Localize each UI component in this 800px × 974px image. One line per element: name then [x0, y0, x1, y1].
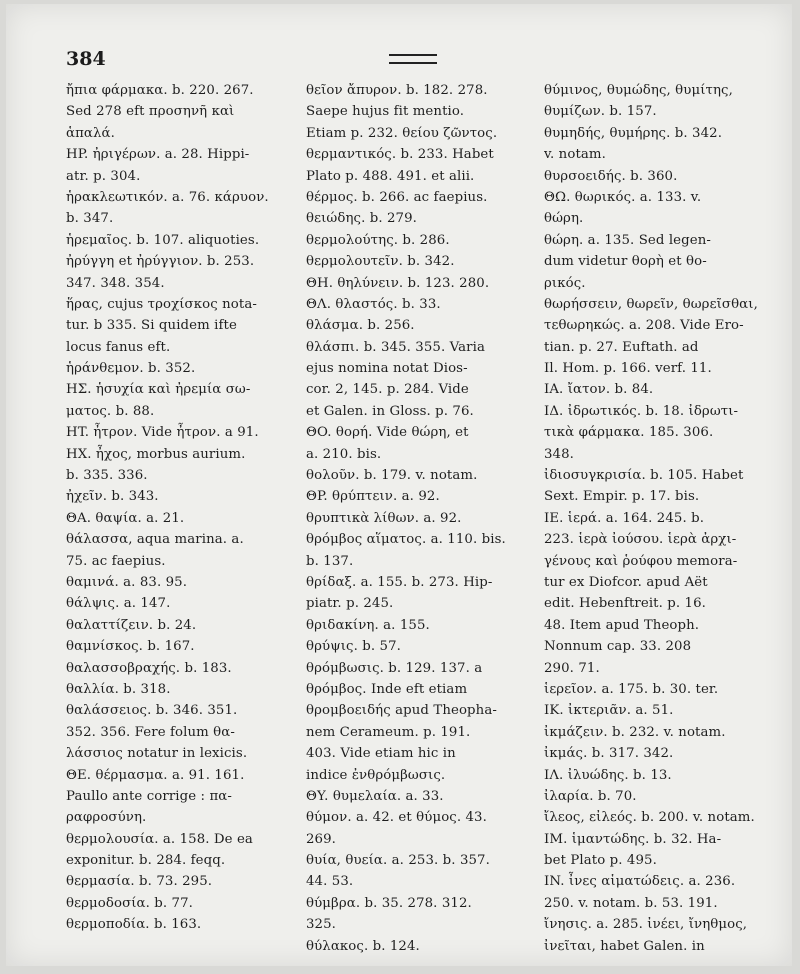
- index-column-2: [306, 80, 528, 957]
- index-line: tian. p. 27. Euftath. ad: [544, 339, 699, 355]
- index-line: θριδακίνη. a. 155.: [306, 617, 430, 633]
- index-line: ρικός.: [544, 275, 586, 291]
- index-line: θαλάσσειος. b. 346. 351.: [66, 703, 238, 719]
- index-line: θύμον. a. 42. et θύμος. 43.: [306, 810, 487, 826]
- index-line: Il. Hom. p. 166. verf. 11.: [544, 361, 712, 377]
- index-line: ἰλαρία. b. 70.: [544, 788, 637, 804]
- index-line: λάσσιος notatur in lexicis.: [66, 746, 248, 762]
- index-line: atr. p. 304.: [66, 168, 141, 184]
- index-line: θαλλία. b. 318.: [66, 681, 171, 697]
- index-line: Plato p. 488. 491. et alii.: [306, 168, 475, 184]
- index-line: θρυπτικὰ λίθων. a. 92.: [306, 510, 462, 526]
- index-column-3: [544, 80, 776, 957]
- index-line: ἰδιοσυγκρισία. b. 105. Habet: [544, 468, 744, 484]
- index-line: θυμίζων. b. 157.: [544, 104, 657, 120]
- index-column-1: [66, 80, 292, 936]
- index-line: ἴλεος, εἰλεός. b. 200. v. notam.: [544, 810, 755, 826]
- index-line: ματος. b. 88.: [66, 403, 155, 419]
- index-line: Saepe hujus fit mentio.: [306, 104, 465, 120]
- index-line: nem Cerameum. p. 191.: [306, 724, 471, 740]
- index-line: bet Plato p. 495.: [544, 853, 657, 869]
- index-line: θερμοδοσία. b. 77.: [66, 895, 194, 911]
- index-line: θώρη. a. 135. Sed legen-: [544, 232, 711, 248]
- index-line: θρύψις. b. 57.: [306, 639, 401, 655]
- index-line: 290. 71.: [544, 660, 600, 676]
- index-line: θαμνίσκος. b. 167.: [66, 639, 195, 655]
- index-line: θυμηδής, θυμήρης. b. 342.: [544, 125, 723, 141]
- index-line: 348.: [544, 446, 575, 462]
- index-line: HX. ἦχος, morbus aurium.: [66, 446, 246, 462]
- index-line: θρόμβος αἵματος. a. 110. bis.: [306, 532, 506, 548]
- index-line: θερμολουσία. a. 158. De ea: [66, 831, 253, 847]
- index-line: tur ex Diofcor. apud Aët: [544, 574, 708, 590]
- index-line: Paullo ante corrige : πα-: [66, 788, 232, 804]
- index-line: Sed 278 eft πρoσηνῆ καὶ: [66, 104, 235, 120]
- index-line: θέρμος. b. 266. ac faepius.: [306, 189, 488, 205]
- index-line: θερμοποδία. b. 163.: [66, 917, 202, 933]
- index-line: ἡρεμαῖος. b. 107. aliquoties.: [66, 232, 260, 248]
- index-line: HΣ. ἡσυχία καὶ ἠρεμία σω-: [66, 382, 251, 398]
- index-line: θύμβρα. b. 35. 278. 312.: [306, 895, 472, 911]
- index-line: τεθωρηκώς. a. 208. Vide Ero-: [544, 318, 744, 334]
- index-line: 352. 356. Fere folum θα-: [66, 724, 235, 740]
- index-line: IΛ. ἰλυώδης. b. 13.: [544, 767, 672, 783]
- index-line: ἠρύγγη et ἠρύγγιον. b. 253.: [66, 254, 255, 270]
- index-line: ΘE. θέρμασμα. a. 91. 161.: [66, 767, 245, 783]
- index-line: 347. 348. 354.: [66, 275, 165, 291]
- index-line: IN. ἶνες αἱματώδεις. a. 236.: [544, 874, 736, 890]
- index-line: τικὰ φάρμακα. 185. 306.: [544, 425, 714, 441]
- index-line: θερμαντικός. b. 233. Habet: [306, 147, 494, 163]
- index-line: ΘP. θρύπτειν. a. 92.: [306, 489, 440, 505]
- index-line: θρόμβος. Inde eft etiam: [306, 681, 468, 697]
- index-line: θυία, θυεία. a. 253. b. 357.: [306, 853, 490, 869]
- index-line: v. notam.: [544, 147, 606, 163]
- index-line: 223. ἱερὰ ἰούσου. ἱερὰ ἀρχι-: [544, 532, 737, 548]
- index-line: IM. ἱμαντώδης. b. 32. Ha-: [544, 831, 722, 847]
- index-line: θωρήσσειν, θωρεῖν, θωρεῖσθαι,: [544, 296, 758, 312]
- index-line: edit. Hebenftreit. p. 16.: [544, 596, 706, 612]
- index-line: ἴνησις. a. 285. ἰνέει, ἴνηθμος,: [544, 917, 748, 933]
- index-line: 269.: [306, 831, 337, 847]
- index-line: Nonnum cap. 33. 208: [544, 639, 692, 655]
- index-line: θλάσμα. b. 256.: [306, 318, 415, 334]
- index-line: exponitur. b. 284. feqq.: [66, 853, 226, 869]
- index-line: ejus nomina notat Dios-: [306, 361, 468, 377]
- index-line: IK. ἰκτεριᾶν. a. 51.: [544, 703, 674, 719]
- index-line: 48. Item apud Theoph.: [544, 617, 700, 633]
- index-line: ΘA. θαψία. a. 21.: [66, 510, 185, 526]
- index-line: b. 137.: [306, 553, 354, 569]
- index-line: ἰκμάς. b. 317. 342.: [544, 746, 674, 762]
- index-line: θύλακος. b. 124.: [306, 938, 420, 954]
- index-line: ΘY. θυμελαία. a. 33.: [306, 788, 444, 804]
- index-line: Etiam p. 232. θείου ζῶντος.: [306, 125, 498, 141]
- index-line: ἰνεῖται, habet Galen. in: [544, 938, 705, 954]
- index-line: θάλψις. a. 147.: [66, 596, 171, 612]
- index-line: ἥρας, cujus τροχίσκος nota-: [66, 296, 257, 312]
- index-line: θειώδης. b. 279.: [306, 211, 417, 227]
- index-line: θολοῦν. b. 179. v. notam.: [306, 468, 478, 484]
- index-line: θαμινά. a. 83. 95.: [66, 574, 188, 590]
- index-line: ἡράνθεμον. b. 352.: [66, 361, 196, 377]
- index-line: θερμολούτης. b. 286.: [306, 232, 450, 248]
- index-line: θρόμβωσις. b. 129. 137. a: [306, 660, 483, 676]
- index-line: locus fanus eft.: [66, 339, 171, 355]
- index-line: tur. b 335. Si quidem ifte: [66, 318, 237, 334]
- index-line: dum videtur θορὴ et θο-: [544, 254, 707, 270]
- index-line: ἱερεῖον. a. 175. b. 30. ter.: [544, 681, 719, 697]
- index-line: θρίδαξ. a. 155. b. 273. Hip-: [306, 574, 493, 590]
- index-line: ἁπαλά.: [66, 125, 115, 141]
- index-line: IA. ἴατον. b. 84.: [544, 382, 654, 398]
- index-line: θαλασσοβραχής. b. 183.: [66, 660, 232, 676]
- index-line: ΘO. θορή. Vide θώρη, et: [306, 425, 469, 441]
- index-line: ἰκμάζειν. b. 232. v. notam.: [544, 724, 726, 740]
- index-line: θύμινος, θυμώδης, θυμίτης,: [544, 83, 733, 98]
- index-line: ΘH. θηλύνειν. b. 123. 280.: [306, 275, 490, 291]
- index-line: θώρη.: [544, 211, 584, 227]
- index-line: θερμολουτεῖν. b. 342.: [306, 254, 455, 270]
- header-ornament-rule: [389, 54, 437, 64]
- index-line: θυρσοειδής. b. 360.: [544, 168, 678, 184]
- index-line: IΔ. ἰδρωτικός. b. 18. ἰδρωτι-: [544, 403, 739, 419]
- index-line: θεῖον ἄπυρον. b. 182. 278.: [306, 83, 488, 98]
- book-page: [6, 4, 792, 966]
- index-line: θλάσπι. b. 345. 355. Varia: [306, 339, 485, 355]
- index-line: θαλαττίζειν. b. 24.: [66, 617, 197, 633]
- index-line: 75. ac faepius.: [66, 553, 166, 569]
- index-line: ἡρακλεωτικόν. a. 76. κάρυον.: [66, 189, 269, 205]
- index-line: ΘΛ. θλαστός. b. 33.: [306, 296, 441, 312]
- index-line: piatr. p. 245.: [306, 596, 394, 612]
- index-line: θερμασία. b. 73. 295.: [66, 874, 213, 890]
- index-line: a. 210. bis.: [306, 446, 382, 462]
- index-line: ἠχεῖν. b. 343.: [66, 489, 159, 505]
- index-line: indice ἐνθρόμβωσις.: [306, 767, 446, 783]
- page-number: 384: [66, 48, 106, 70]
- index-line: HT. ἦτρον. Vide ἦτρον. a 91.: [66, 425, 259, 441]
- index-line: θρομβοειδής apud Theopha-: [306, 703, 497, 719]
- index-line: γένους καὶ ῥούφου memora-: [544, 553, 738, 569]
- index-line: Sext. Empir. p. 17. bis.: [544, 489, 700, 505]
- index-line: ραφροσύνη.: [66, 810, 147, 826]
- index-line: et Galen. in Gloss. p. 76.: [306, 403, 474, 419]
- index-line: 250. v. notam. b. 53. 191.: [544, 895, 718, 911]
- index-line: ΘΩ. θωρικός. a. 133. v.: [544, 189, 702, 205]
- index-line: 325.: [306, 917, 337, 933]
- index-line: 44. 53.: [306, 874, 354, 890]
- index-line: HP. ἠριγέρων. a. 28. Hippi-: [66, 147, 250, 163]
- index-line: cor. 2, 145. p. 284. Vide: [306, 382, 469, 398]
- index-line: θάλασσα, aqua marina. a.: [66, 532, 244, 548]
- index-line: 403. Vide etiam hic in: [306, 746, 456, 762]
- index-line: ἤπια φάρμακα. b. 220. 267.: [66, 83, 254, 98]
- index-line: IE. ἱερά. a. 164. 245. b.: [544, 510, 705, 526]
- index-line: b. 335. 336.: [66, 468, 148, 484]
- index-line: b. 347.: [66, 211, 114, 227]
